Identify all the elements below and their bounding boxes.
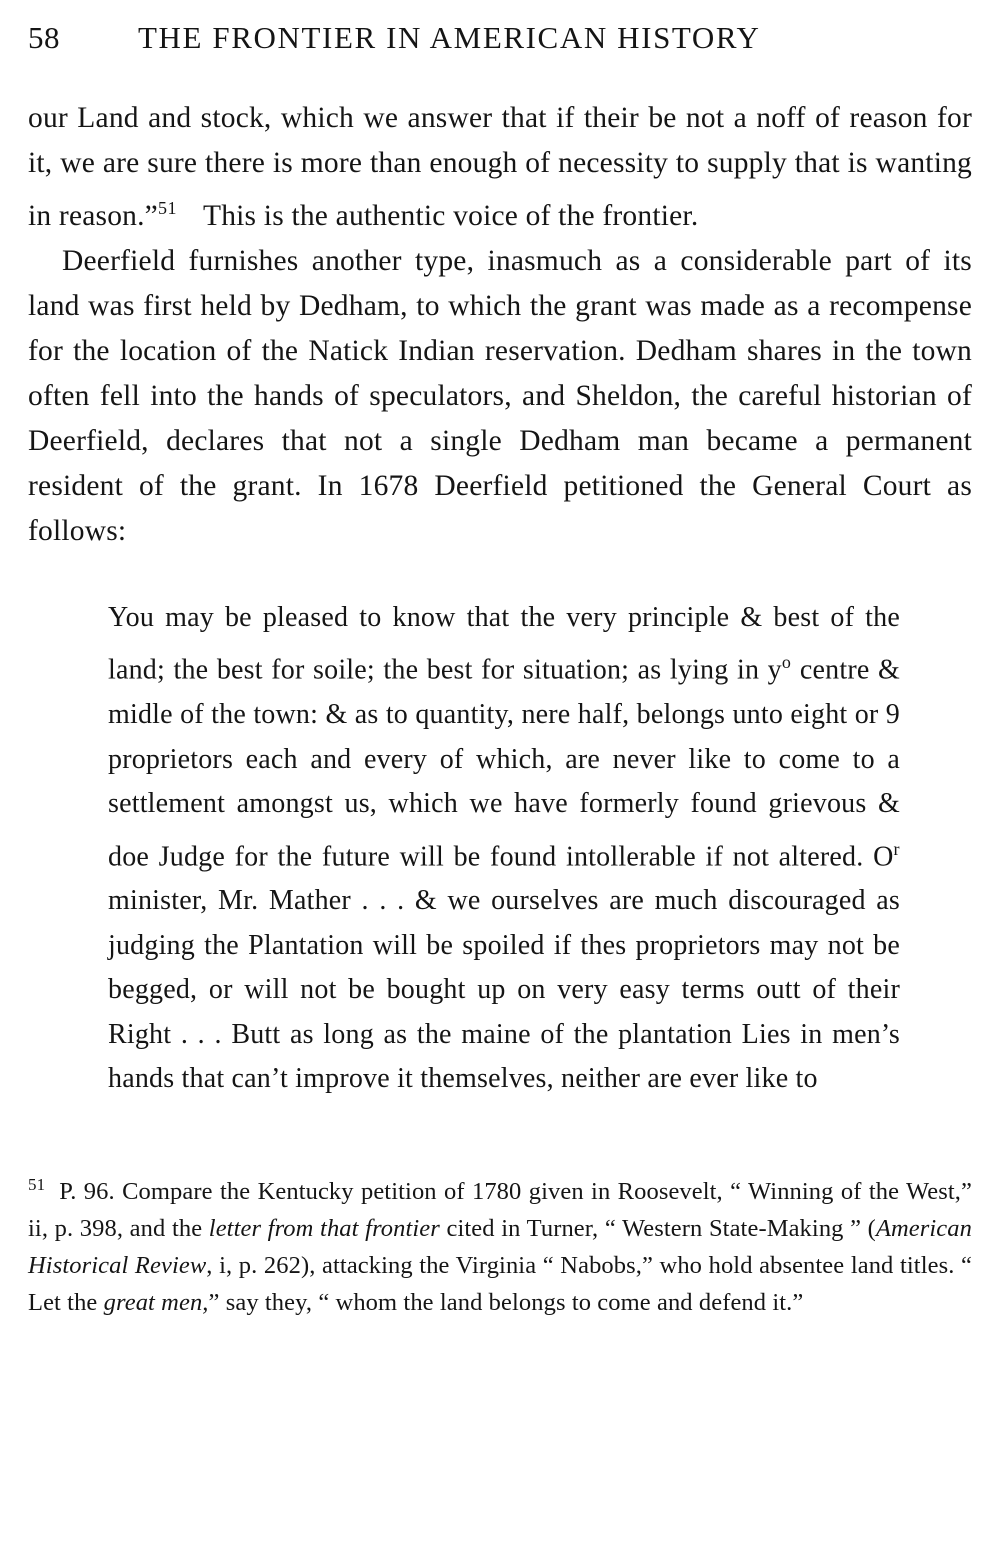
quote-superscript-o: o — [781, 652, 792, 673]
footnote-reference-51: 51 — [157, 198, 177, 218]
block-quotation — [108, 596, 900, 1102]
quote-superscript-r: r — [893, 838, 900, 859]
page-number: 58 — [28, 20, 60, 55]
paragraph-1-text-a: our Land and stock, which we answer that if their be not a noff of reason for it, we are sure there is more than enough of necessity to supply that is wanting in reason.” — [28, 102, 972, 232]
footnote-text-part-2: cited in Turner, “ Western State-Making ” ( — [439, 1215, 876, 1243]
quotation-paragraph — [108, 596, 900, 1102]
paragraph-deerfield: Deerfield furnishes another type, inasmuch as a considerable part of its land was first held by Dedham, to which the grant was made as a recompense for the location of the Natick Indian reservation. Dedham shares in the town often fell into the hands of speculators, and Sheldon, the careful historian of Deerfield, declares that not a single Dedham man became a permanent resident of the grant. In 1678 Deerfield petitioned the General Court as follows: — [28, 244, 972, 547]
footnote-italic-3: great men, — [103, 1289, 209, 1317]
footnote-number: 51 — [28, 1174, 46, 1194]
footnote-italic-2: American Historical Review — [28, 1215, 972, 1280]
footnote-51 — [28, 1166, 972, 1321]
running-head — [0, 0, 1000, 56]
footnote-text-part-3: , i, p. 262), attacking the Virginia “ Nabobs,” who hold absentee land titles. “ Let the — [28, 1252, 972, 1317]
paragraph-1-text-b: This is the authentic voice of the frontier. — [202, 199, 699, 232]
footnote-italic-1: letter from that frontier — [208, 1215, 440, 1243]
paragraph-continuation — [28, 96, 972, 239]
quote-text-2: centre & midle of the town: & as to quantity, nere half, belongs unto eight or 9 proprietors each and every of which, are never like to come to a settlement amongst us, which we have formerly found grievous & doe Judge for the future will be found intollerable if not altered. O — [108, 654, 900, 872]
running-title: THE FRONTIER IN AMERICAN HISTORY — [138, 20, 761, 55]
footnote-text-part-1: P. 96. Compare the Kentucky petition of 1780 given in Roosevelt, “ Winning of the West,” ii, p. 398, and the — [28, 1178, 972, 1243]
quote-text-1: You may be pleased to know that the very principle & best of the land; the best for soile; the best for situation; as lying in y — [108, 601, 900, 686]
body-text — [0, 56, 1000, 554]
quote-text-3: minister, Mr. Mather . . . & we ourselves are much discouraged as judging the Plantation will be spoiled if thes proprietors may not be begged, or will not be bought up on very easy terms outt of their Right . . . Butt as long as the maine of the plantation Lies in men’s hands that can’t improve it themselves, neither are ever like to — [108, 885, 900, 1095]
footnote-text-part-4: ” say they, “ whom the land belongs to come and defend it.” — [208, 1289, 804, 1317]
